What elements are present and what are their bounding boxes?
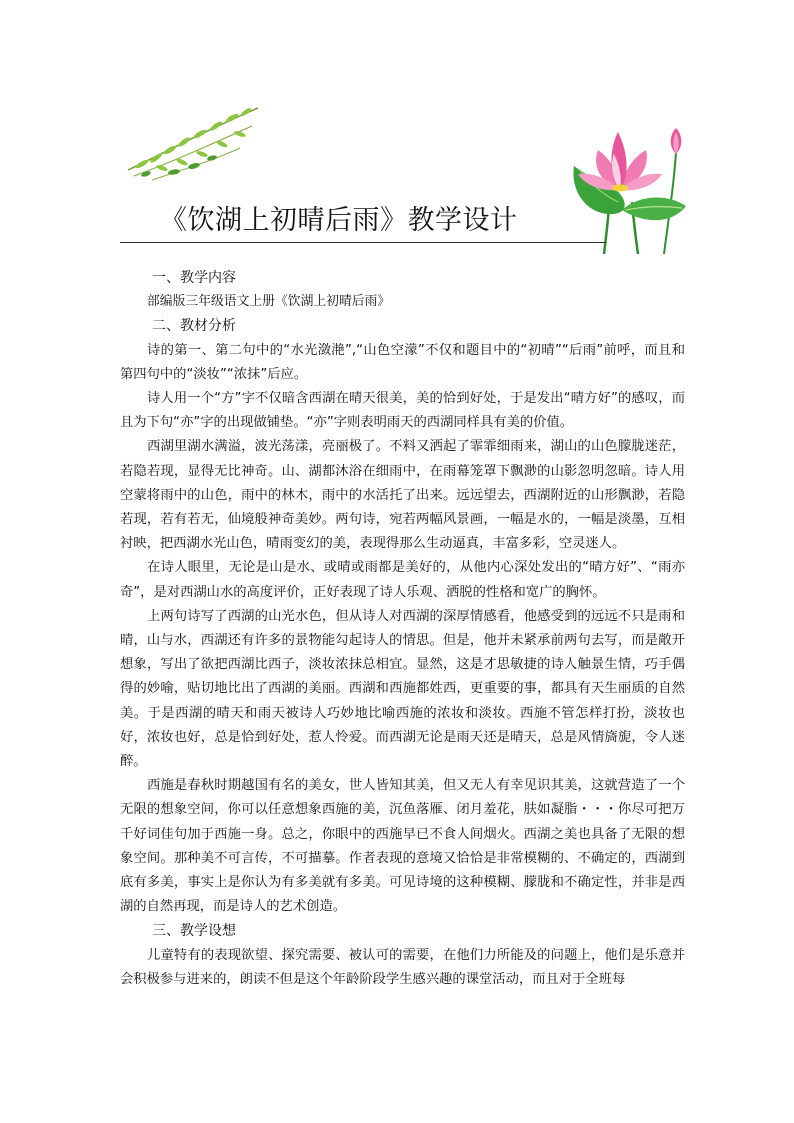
document-title: 《饮湖上初晴后雨》教学设计 <box>160 205 518 236</box>
textbook-citation: 部编版三年级语文上册《饮湖上初晴后雨》 <box>147 294 391 310</box>
paragraph: 西湖里湖水满溢，波光荡漾，亮丽极了。不料又洒起了霏霏细雨来，湖山的山色朦胧迷茫，若隐若现，显得无比神奇。山、湖都沐浴在细雨中，在雨幕笼罩下飘渺的山影忽明忽暗。诗人用空蒙将雨中的山色，雨中的林木，雨中的水活托了出来。远远望去，西湖附近的山形飘渺，若隐若现，若有若无，仙境般神奇美妙。两句诗，宛若两幅风景画，一幅是水的，一幅是淡墨，互相衬映，把西湖水光山色，晴雨变幻的美，表现得那么生动逼真，丰富多彩，空灵迷人。 <box>120 439 685 552</box>
section-heading: 二、教材分析 <box>152 318 236 335</box>
paragraph: 诗的第一、第二句中的“水光潋滟”,“山色空濛”不仅和题目中的“初晴”“后雨”前呼，而且和第四句中的“淡妆”“浓抹”后应。 <box>120 342 685 382</box>
document-body <box>120 266 685 992</box>
section-heading: 一、教学内容 <box>152 270 236 286</box>
paragraph: 在诗人眼里，无论是山是水、或晴或雨都是美好的，从他内心深处发出的“晴方好”、“雨亦奇”，是对西湖山水的高度评价，正好表现了诗人乐观、洒脱的性格和宽广的胸怀。 <box>120 560 685 600</box>
paragraph: 西施是春秋时期越国有名的美女，世人皆知其美，但又无人有幸见识其美，这就营造了一个无限的想象空间，你可以任意想象西施的美，沉鱼落雁、闭月羞花，肤如凝脂・・・你尽可把万千好词佳句加于西施一身。总之，你眼中的西施早已不食人间烟火。西湖之美也具备了无限的想象空间。那种美不可言传，不可描摹。作者表现的意境又恰恰是非常模糊的、不确定的，西湖到底有多美，事实上是你认为有多美就有多美。可见诗境的这种模糊、朦胧和不确定性，并非是西湖的自然再现，而是诗人的艺术创造。 <box>120 778 685 915</box>
title-divider <box>120 242 606 243</box>
paragraph: 上两句诗写了西湖的山光水色，但从诗人对西湖的深厚情感看，他感受到的远远不只是雨和晴，山与水，西湖还有许多的景物能勾起诗人的情思。但是，他并未紧承前两句去写，而是敞开想象，写出了欲把西湖比西子，淡妆浓抹总相宜。显然，这是才思敏捷的诗人触景生情，巧手偶得的妙喻，贴切地比出了西湖的美丽。西湖和西施都姓西，更重要的事，都具有天生丽质的自然美。于是西湖的晴天和雨天被诗人巧妙地比喻西施的浓妆和淡妆。西施不管怎样打扮，淡妆也好，浓妆也好，总是恰到好处，惹人怜爱。而西湖无论是雨天还是晴天，总是风情旖旎，令人迷醉。 <box>120 608 685 770</box>
lotus-flower-illustration <box>570 126 690 256</box>
paragraph: 诗人用一个“方”字不仅暗含西湖在晴天很美，美的恰到好处，于是发出“晴方好”的感叹，而且为下句“亦”字的出现做铺垫。“亦”字则表明雨天的西湖同样具有美的价值。 <box>120 391 685 431</box>
paragraph <box>120 290 685 314</box>
section-heading: 三、教学设想 <box>152 923 236 940</box>
willow-branch-illustration <box>122 104 262 182</box>
paragraph: 儿童特有的表现欲望、探究需要、被认可的需要，在他们力所能及的问题上，他们是乐意并会积极参与进来的，朗读不但是这个年龄阶段学生感兴趣的课堂活动，而且对于全班每 <box>120 947 685 987</box>
